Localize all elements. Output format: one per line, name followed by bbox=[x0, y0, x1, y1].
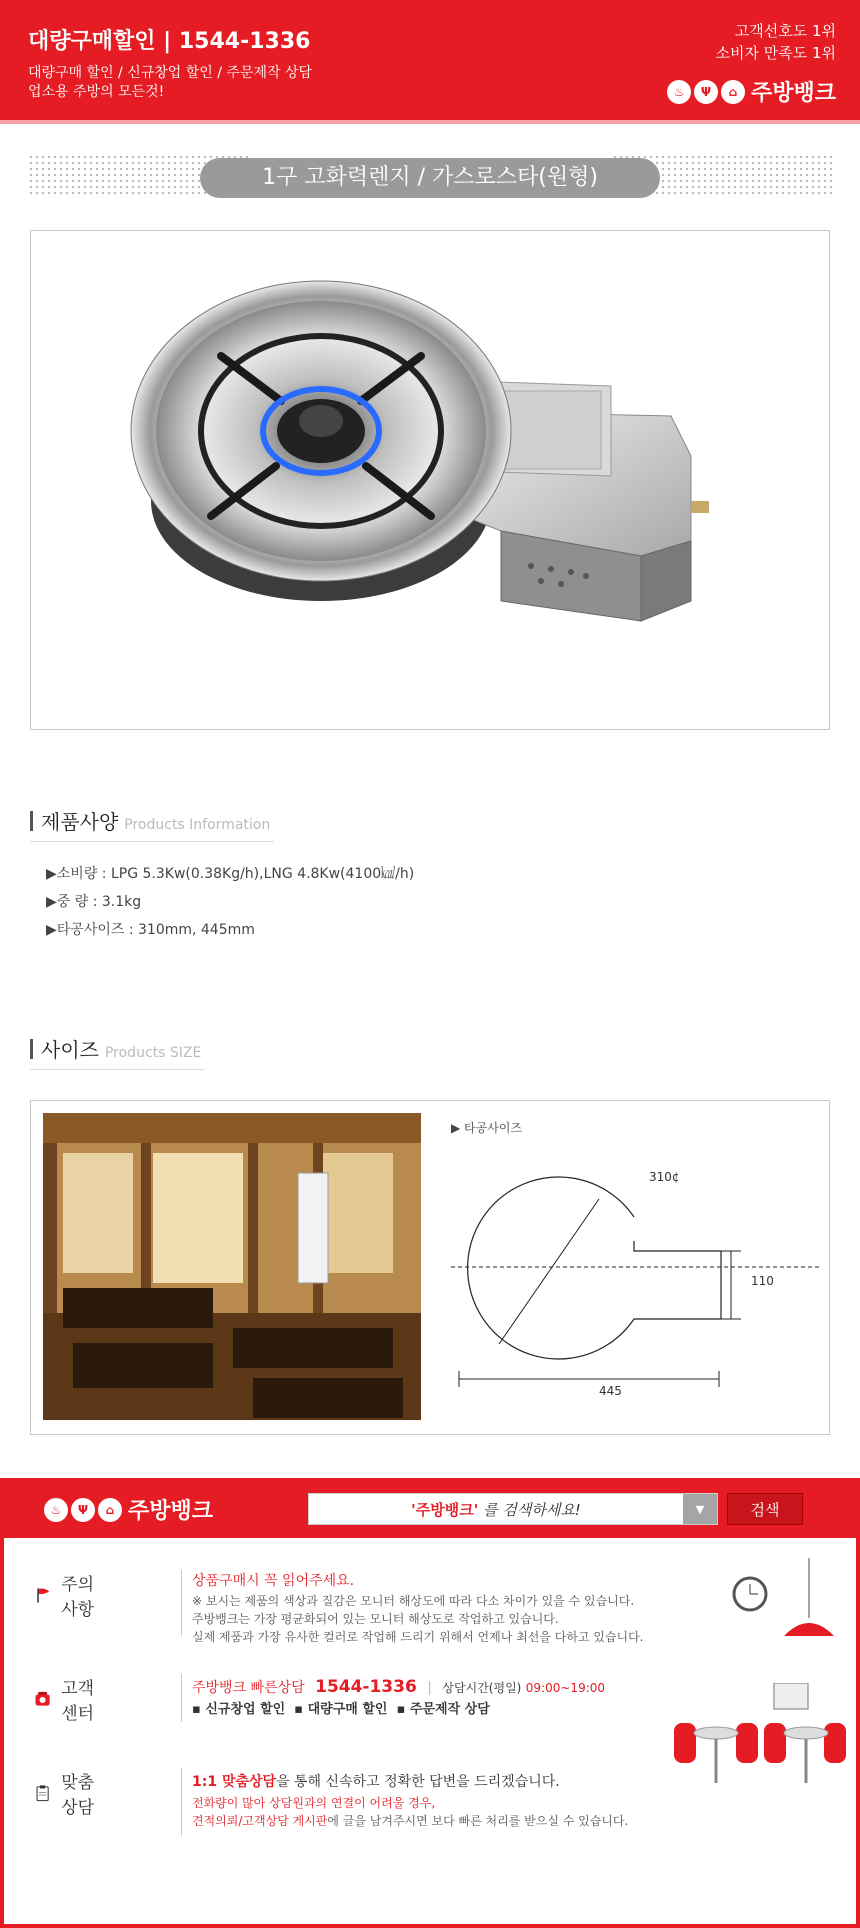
center-phone: 1544-1336 bbox=[315, 1677, 417, 1697]
center-label: 고객센터 bbox=[61, 1679, 95, 1724]
consult-rest: 을 통해 신속하고 정확한 답변을 드리겠습니다. bbox=[276, 1774, 560, 1790]
consult-prefix: 1:1 맞춤상담 bbox=[192, 1774, 277, 1790]
search-suffix: 를 검색하세요! bbox=[478, 1500, 581, 1519]
tag-custom: ▪ 주문제작 상담 bbox=[396, 1702, 490, 1717]
size-heading-en: Products SIZE bbox=[104, 1045, 202, 1061]
rank-line-1: 고객선호도 1위 bbox=[734, 22, 836, 40]
divider bbox=[181, 1768, 182, 1836]
footer-brand-name: 주방뱅크 bbox=[128, 1499, 214, 1524]
consult-text bbox=[192, 1770, 628, 1830]
consult-line-3: 에 글을 남겨주시면 보다 빠른 처리를 받으실 수 있습니다. bbox=[327, 1814, 629, 1828]
consult-line-2: 전화량이 많아 상담원과의 연결이 어려울 경우, bbox=[192, 1796, 436, 1810]
spec-item-consumption: ▶소비량 : LPG 5.3Kw(0.38Kg/h),LNG 4.8Kw(4100㎉/h) bbox=[46, 866, 415, 882]
specs-heading-en: Products Information bbox=[124, 817, 271, 833]
tag-startup: ▪ 신규창업 할인 bbox=[192, 1702, 286, 1717]
notice-line-3: 실제 제품과 가장 유사한 컬러로 작업해 드리기 위해서 언제나 최선을 다하고 있습니다. bbox=[192, 1630, 644, 1644]
notice-label-group bbox=[34, 1570, 94, 1620]
divider bbox=[181, 1570, 182, 1636]
fork-icon: Ψ bbox=[71, 1498, 95, 1522]
specs-heading-ko: 제품사양 bbox=[41, 810, 119, 834]
center-label-group bbox=[34, 1674, 94, 1724]
board-link[interactable]: 견적의뢰/고객상담 게시판 bbox=[192, 1814, 328, 1828]
consult-label-group bbox=[34, 1768, 94, 1818]
search-hint bbox=[309, 1499, 683, 1520]
diagram-title: ▶ 타공사이즈 bbox=[451, 1121, 523, 1135]
dropdown-arrow-icon[interactable]: ▼ bbox=[683, 1494, 717, 1524]
restaurant-photo bbox=[43, 1113, 421, 1420]
banner-phone-title: 대량구매할인 | 1544-1336 bbox=[28, 29, 311, 54]
notice-line-2: 주방뱅크는 가장 평균화되어 있는 모니터 해상도로 작업하고 있습니다. bbox=[192, 1612, 559, 1626]
divider bbox=[181, 1674, 182, 1722]
banner-line-2: 업소용 주방의 모든것! bbox=[28, 84, 165, 100]
diameter-label: 310¢ bbox=[649, 1170, 680, 1184]
heading-bar bbox=[30, 1039, 33, 1059]
product-title: 1구 고화력렌지 / 가스로스타(원형) bbox=[200, 158, 660, 198]
phone-icon bbox=[34, 1682, 51, 1716]
hours-label: 상담시간(평일) bbox=[442, 1681, 522, 1695]
search-button[interactable]: 검색 bbox=[727, 1493, 803, 1525]
flag-icon bbox=[34, 1578, 51, 1612]
notice-title: 상품구매시 꼭 읽어주세요. bbox=[192, 1573, 355, 1589]
banner-slogans bbox=[28, 64, 312, 102]
cutout-diagram bbox=[451, 1119, 821, 1419]
center-text: 주방뱅크 빠른상담 1544-1336 | 상담시간(평일) 09:00~19:00 ▪ 신규창업 할인 ▪ 대량구매 할인 ▪ 주문제작 상담 bbox=[192, 1677, 606, 1717]
heading-bar bbox=[30, 811, 33, 831]
cafe-table-illustration bbox=[664, 1683, 854, 1803]
top-banner bbox=[0, 0, 860, 124]
consult-label: 맞춤상담 bbox=[61, 1773, 95, 1818]
notice-text bbox=[192, 1570, 644, 1646]
search-keyword: '주방뱅크' bbox=[411, 1500, 479, 1519]
brand-logo[interactable] bbox=[667, 76, 836, 107]
specs-heading bbox=[30, 806, 274, 842]
rank-line-2: 소비자 만족도 1위 bbox=[715, 44, 836, 62]
size-heading-ko: 사이즈 bbox=[41, 1038, 99, 1062]
product-photo bbox=[31, 231, 831, 731]
search-input[interactable] bbox=[308, 1493, 718, 1525]
clock-lamp-illustration bbox=[724, 1558, 844, 1668]
brand-logo-icons bbox=[44, 1498, 122, 1522]
width-label: 445 bbox=[599, 1384, 622, 1398]
notice-line-1: ※ 보시는 제품의 색상과 질감은 모니터 해상도에 따라 다소 차이가 있을 수 있습니다. bbox=[192, 1594, 635, 1608]
spec-item-cutout: ▶타공사이즈 : 310mm, 445mm bbox=[46, 922, 255, 938]
cloche-icon: ⌂ bbox=[721, 80, 745, 104]
specs-list bbox=[46, 860, 414, 944]
brand-name: 주방뱅크 bbox=[750, 81, 836, 106]
pot-icon: ♨ bbox=[667, 80, 691, 104]
fork-icon: Ψ bbox=[694, 80, 718, 104]
footer-search-bar bbox=[4, 1478, 856, 1538]
product-photo-frame bbox=[30, 230, 830, 730]
spec-item-weight: ▶중 량 : 3.1kg bbox=[46, 894, 142, 910]
pot-icon: ♨ bbox=[44, 1498, 68, 1522]
hours-value: 09:00~19:00 bbox=[525, 1681, 606, 1695]
quick-consult-label: 주방뱅크 빠른상담 bbox=[192, 1680, 305, 1696]
notice-label: 주의사항 bbox=[61, 1575, 95, 1620]
cloche-icon: ⌂ bbox=[98, 1498, 122, 1522]
banner-ranking bbox=[715, 20, 836, 64]
footer-panel bbox=[0, 1478, 860, 1928]
banner-line-1: 대량구매 할인 / 신규창업 할인 / 주문제작 상담 bbox=[28, 65, 313, 81]
brand-logo-icons bbox=[667, 80, 745, 104]
footer-brand-logo[interactable] bbox=[44, 1494, 213, 1525]
clipboard-icon bbox=[34, 1776, 51, 1810]
size-box bbox=[30, 1100, 830, 1435]
size-heading bbox=[30, 1034, 205, 1070]
height-label: 110 bbox=[751, 1274, 774, 1288]
tag-bulk: ▪ 대량구매 할인 bbox=[294, 1702, 388, 1717]
